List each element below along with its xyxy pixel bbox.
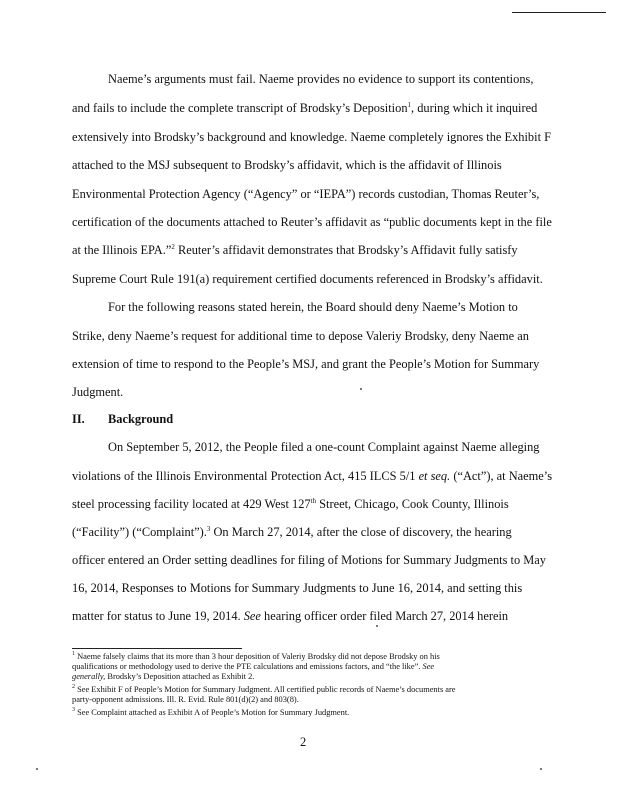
para1-line-8: Supreme Court Rule 191(a) requirement certified documents referenced in Brodsky’s affidavit. [72,272,543,286]
para1-line-2-tail: , during which it inquired [411,101,538,115]
footnote-1-text-2: qualifications or methodology used to derive the PTE calculations and emissions factors, and “the like”. [72,662,423,671]
para1-line-5: Environmental Protection Agency (“Agency” or “IEPA”) records custodian, Thomas Reuter’s, [72,187,540,201]
footnote-rule [72,648,242,649]
para1-line-1: Naeme’s arguments must fail. Naeme provides no evidence to support its contentions, [108,72,534,86]
scan-speck [360,388,362,390]
footnote-1-text-1: Naeme falsely claims that its more than 3 hour deposition of Valeriy Brodsky did not depose Brodsky on his [75,652,440,661]
para2-line-2: Strike, deny Naeme’s request for additional time to depose Valeriy Brodsky, deny Naeme an [72,329,529,343]
para3-line-7-tail: hearing officer order filed March 27, 2014 herein [260,609,509,623]
para1-line-7-tail: Reuter’s affidavit demonstrates that Brodsky’s Affidavit fully satisfy [174,243,518,257]
para3-line-4-text: (“Facility”) (“Complaint”). [72,525,207,539]
footnote-1-line-1 [72,652,440,662]
scan-speck [540,768,542,770]
para2-line-4: Judgment. [72,385,124,399]
para3-line-5: officer entered an Order setting deadlines for filing of Motions for Summary Judgments to May [72,553,546,567]
footnote-1-text-3: Brodsky’s Deposition attached as Exhibit 2. [105,672,255,681]
para2-line-3: extension of time to respond to the People’s MSJ, and grant the People’s Motion for Summary [72,357,540,371]
para3-line-7-text: matter for status to June 19, 2014. [72,609,244,623]
section-heading-title: Background [108,412,174,426]
footnote-1-see: See [422,662,435,671]
section-heading [72,412,173,426]
para3-line-2 [72,469,552,483]
para3-line-2-text: violations of the Illinois Environmental Protection Act, 415 ILCS 5/1 [72,469,419,483]
footnote-3-text-1: See Complaint attached as Exhibit A of People’s Motion for Summary Judgment. [75,708,350,717]
para3-see: See [243,609,261,623]
page-number: 2 [300,735,307,749]
para3-line-3 [72,497,509,511]
para3-line-2-tail: (“Act”), at Naeme’s [450,469,553,483]
footnote-1-line-3 [72,672,254,682]
footnote-1-line-2 [72,662,434,672]
section-heading-number: II. [72,412,85,426]
para3-line-6: 16, 2014, Responses to Motions for Summary Judgments to June 16, 2014, and setting this [72,581,523,595]
footnote-2-line-2: party-opponent admissions. Ill. R. Evid. Rule 801(d)(2) and 803(8). [72,695,299,704]
footnote-2-marker: 2 [72,684,75,691]
scan-speck [36,768,38,770]
footnote-2-text-1: See Exhibit F of People’s Motion for Summary Judgment. All certified public records of Naeme’s documents are [75,685,456,694]
para1-line-4: attached to the MSJ subsequent to Brodsky’s affidavit, which is the affidavit of Illinois [72,158,502,172]
footnote-2-line-1 [72,685,456,695]
para1-line-7-text: at the Illinois EPA.” [72,243,172,257]
scan-speck [376,625,378,627]
para3-line-7 [72,609,508,623]
para3-line-4 [72,525,512,539]
footnote-ref-3[interactable]: 3 [206,524,211,533]
para3-line-3-text: steel processing facility located at 429 West 127 [72,497,311,511]
footnote-1-generally: generally, [72,672,106,681]
para2-line-1: For the following reasons stated herein, the Board should deny Naeme’s Motion to [108,300,518,314]
header-rule [512,12,606,13]
para1-line-2 [72,101,537,115]
para1-line-3: extensively into Brodsky’s background and knowledge. Naeme completely ignores the Exhibit F [72,130,552,144]
ordinal-suffix: th [310,496,317,505]
para1-line-7 [72,243,518,257]
para3-et-seq: et seq. [418,469,451,483]
footnote-ref-2[interactable]: 2 [171,242,175,251]
para1-line-6: certification of the documents attached to Reuter’s affidavit as “public documents kept in the file [72,215,552,229]
footnote-ref-1[interactable]: 1 [407,100,412,109]
para3-line-4-tail: On March 27, 2014, after the close of discovery, the hearing [210,525,512,539]
footnote-3-line-1 [72,708,349,718]
para1-line-2-text: and fails to include the complete transcript of Brodsky’s Deposition [72,101,408,115]
footnote-1-marker: 1 [72,651,75,658]
para3-line-3-tail: Street, Chicago, Cook County, Illinois [316,497,509,511]
footnote-3-marker: 3 [72,707,75,714]
para3-line-1: On September 5, 2012, the People filed a one-count Complaint against Naeme alleging [108,440,540,454]
